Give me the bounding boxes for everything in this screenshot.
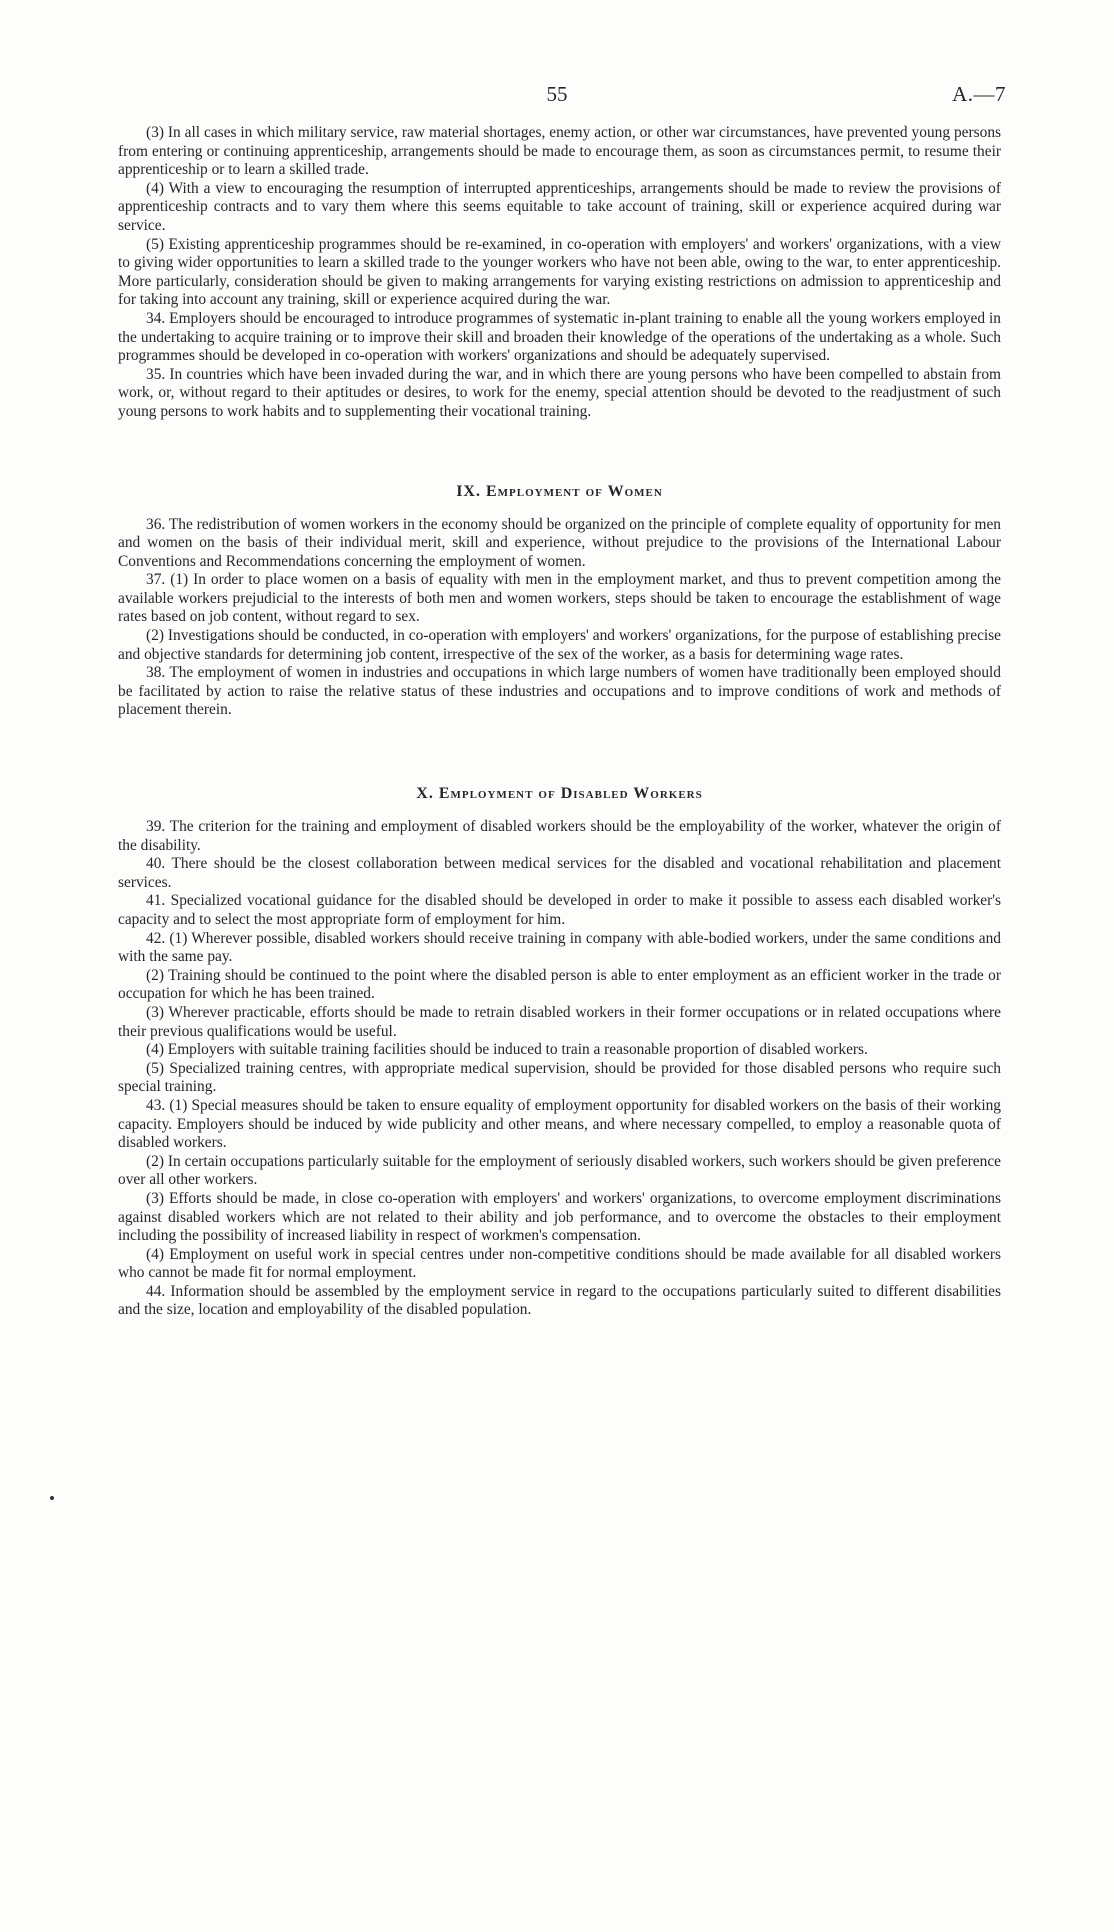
paragraph-41: 41. Specialized vocational guidance for the disabled should be developed in order to make it possible to assess each disabled worker's capacity and to select the most appropriate form of employment for him. bbox=[118, 892, 1001, 928]
section-heading-x: X. Employment of Disabled Workers bbox=[416, 785, 703, 803]
paragraph-43-3: (3) Efforts should be made, in close co-operation with employers' and workers' organizations, to overcome employment discriminations against disabled workers which are not related to their ability and job performance, and to overcome the obstacles to their employment including the possibility of increased liability in respect of workmen's compensation. bbox=[118, 1189, 1001, 1245]
page-header bbox=[0, 82, 1114, 106]
paragraph-40: 40. There should be the closest collaboration between medical services for the disabled and vocational rehabilitation and placement services. bbox=[118, 855, 1001, 891]
paragraph-33-3: (3) In all cases in which military service, raw material shortages, enemy action, or other war circumstances, have prevented young persons from entering or continuing apprenticeship, arrangements should be made to encourage them, as soon as circumstances permit, to resume their apprenticeship or to learn a skilled trade. bbox=[118, 124, 1001, 179]
paragraph-33-4: (4) With a view to encouraging the resumption of interrupted apprenticeships, arrangements should be made to review the provisions of apprenticeship contracts and to vary them where this seems equitable to take account of training, skill or experience acquired during war service. bbox=[118, 179, 1001, 234]
margin-speck bbox=[50, 1496, 54, 1500]
document-reference: A.—7 bbox=[952, 82, 1006, 106]
paragraph-42-3: (3) Wherever practicable, efforts should be made to retrain disabled workers in their former occupations or in related occupations where their previous qualifications would be useful. bbox=[118, 1003, 1001, 1040]
paragraph-37-1: 37. (1) In order to place women on a basis of equality with men in the employment market, and thus to prevent competition among the available workers prejudicial to the interests of both men and women workers, steps should be taken to encourage the establishment of wage rates based on job content, without regard to sex. bbox=[118, 571, 1001, 626]
paragraph-42-2: (2) Training should be continued to the point where the disabled person is able to enter employment as an efficient worker in the trade or occupation for which he has been trained. bbox=[118, 966, 1001, 1003]
paragraph-35: 35. In countries which have been invaded during the war, and in which there are young persons who have been compelled to abstain from work, or, without regard to their aptitudes or desires, to work for the enemy, special attention should be devoted to the readjustment of such young persons to work habits and to supplementing their vocational training. bbox=[118, 365, 1001, 420]
section-x bbox=[118, 784, 1001, 1320]
section-heading-ix: IX. Employment of Women bbox=[456, 482, 663, 500]
paragraph-42-1: 42. (1) Wherever possible, disabled workers should receive training in company with able-bodied workers, under the same conditions and with the same pay. bbox=[118, 929, 1001, 966]
paragraph-38: 38. The employment of women in industries and occupations in which large numbers of women have traditionally been employed should be facilitated by action to raise the relative status of these industries and occupations and to improve conditions of work and methods of placement therein. bbox=[118, 664, 1001, 719]
section-viii-continuation bbox=[118, 124, 1001, 422]
paragraph-43-1: 43. (1) Special measures should be taken to ensure equality of employment opportunity for disabled workers on the basis of their working capacity. Employers should be induced by wide publicity and other means, and where necessary compelled, to employ a reasonable quota of disabled workers. bbox=[118, 1096, 1001, 1152]
paragraph-42-4: (4) Employers with suitable training facilities should be induced to train a reasonable proportion of disabled workers. bbox=[146, 1041, 868, 1059]
paragraph-33-5: (5) Existing apprenticeship programmes should be re-examined, in co-operation with employers' and workers' organizations, with a view to giving wider opportunities to learn a skilled trade to the younger workers who have not been able, owing to the war, to enter apprenticeship. More particularly, consideration should be given to making arrangements for varying existing restrictions on admission to apprenticeship and for taking into account any training, skill or experience acquired during the war. bbox=[118, 235, 1001, 309]
paragraph-34: 34. Employers should be encouraged to introduce programmes of systematic in-plant training to enable all the young workers employed in the undertaking to acquire training or to improve their skill and broaden their knowledge of the operations of the undertaking as a whole. Such programmes should be developed in co-operation with workers' organizations and should be adequately supervised. bbox=[118, 309, 1001, 365]
paragraph-43-4: (4) Employment on useful work in special centres under non-competitive conditions should be made available for all disabled workers who cannot be made fit for normal employment. bbox=[118, 1245, 1001, 1282]
body-text bbox=[118, 124, 1001, 1320]
paragraph-43-2: (2) In certain occupations particularly suitable for the employment of seriously disabled workers, such workers should be given preference over all other workers. bbox=[118, 1152, 1001, 1189]
section-ix bbox=[118, 482, 1001, 721]
paragraph-44: 44. Information should be assembled by the employment service in regard to the occupations particularly suited to different disabilities and the size, location and employability of the disabled population. bbox=[118, 1282, 1001, 1319]
paragraph-36: 36. The redistribution of women workers in the economy should be organized on the principle of complete equality of opportunity for men and women on the basis of their individual merit, skill and experience, without prejudice to the provisions of the International Labour Conventions and Recommendations concerning the employment of women. bbox=[118, 515, 1001, 570]
paragraph-42-5: (5) Specialized training centres, with appropriate medical supervision, should be provided for those disabled persons who require such special training. bbox=[118, 1059, 1001, 1096]
paragraph-37-2: (2) Investigations should be conducted, in co-operation with employers' and workers' organizations, for the purpose of establishing precise and objective standards for determining job content, irrespective of the sex of the worker, as a basis for determining wage rates. bbox=[118, 627, 1001, 663]
paragraph-39: 39. The criterion for the training and employment of disabled workers should be the employability of the worker, whatever the origin of the disability. bbox=[118, 818, 1001, 854]
page-number: 55 bbox=[546, 82, 568, 106]
